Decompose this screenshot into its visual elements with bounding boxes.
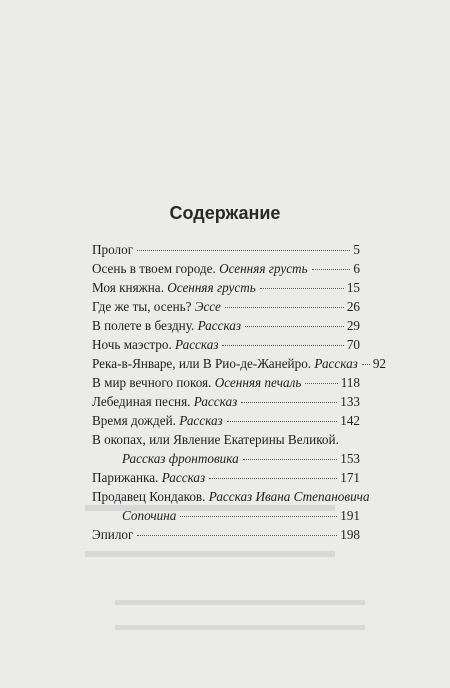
toc-entry-page: 191 — [340, 508, 360, 523]
toc-entry-page: 118 — [340, 375, 360, 390]
toc-entry-line — [92, 487, 370, 506]
toc-entry-subtitle: Рассказ фронтовика — [122, 451, 239, 466]
toc-entry-page: 198 — [340, 527, 360, 542]
toc-entry-title: Эпилог — [92, 527, 134, 542]
toc-entry-page: 5 — [353, 242, 360, 257]
dot-leader — [222, 345, 343, 346]
toc-entry-title: Река-в-Январе, или В Рио-де-Жанейро. Рассказ — [92, 356, 358, 371]
toc-entry — [92, 240, 360, 259]
dot-leader — [227, 421, 338, 422]
toc-entry-title: Осень в твоем городе. Осенняя грусть — [92, 261, 308, 276]
dot-leader — [180, 516, 337, 517]
toc-entry-page: 153 — [340, 451, 360, 466]
toc-entry — [92, 411, 360, 430]
toc-entry — [92, 525, 360, 544]
toc-entry — [92, 297, 360, 316]
toc-entry-page: 26 — [346, 299, 360, 314]
contents-heading: Содержание — [169, 203, 281, 223]
dot-leader — [312, 269, 351, 270]
toc-entry — [92, 259, 360, 278]
toc-entry-page: 6 — [353, 261, 360, 276]
toc-entry-page: 15 — [346, 280, 360, 295]
dot-leader — [225, 307, 344, 308]
dot-leader — [137, 535, 337, 536]
toc-entry — [92, 373, 360, 392]
dot-leader — [245, 326, 344, 327]
dot-leader — [137, 250, 350, 251]
toc-entry-title: Моя княжна. Осенняя грусть — [92, 280, 256, 295]
toc-entry-line — [92, 430, 360, 449]
toc-entry-title: В мир вечного покоя. Осенняя печаль — [92, 375, 302, 390]
toc-entry-title: Лебединая песня. Рассказ — [92, 394, 238, 409]
dot-leader — [362, 364, 370, 365]
toc-entry — [92, 468, 360, 487]
toc-entry-title: Время дождей. Рассказ — [92, 413, 223, 428]
toc-entry-title: В окопах, или Явление Екатерины Великой. — [92, 432, 339, 447]
toc-entry-page: 142 — [340, 413, 360, 428]
dot-leader — [260, 288, 344, 289]
toc-entry-subtitle: Сопочина — [122, 508, 177, 523]
bleed-through-text — [115, 600, 365, 630]
table-of-contents — [92, 240, 387, 544]
toc-entry-title: В полете в бездну. Рассказ — [92, 318, 242, 333]
toc-entry — [92, 316, 360, 335]
toc-entry-title: Пролог — [92, 242, 134, 257]
toc-entry-title: Продавец Кондаков. Рассказ Ивана Степановича — [92, 489, 370, 504]
dot-leader — [305, 383, 337, 384]
toc-entry-page: 70 — [346, 337, 360, 352]
toc-entry-title: Парижанка. Рассказ — [92, 470, 206, 485]
toc-entry-page: 171 — [340, 470, 360, 485]
dot-leader — [209, 478, 337, 479]
toc-entry-title: Где же ты, осень? Эссе — [92, 299, 221, 314]
toc-entry — [92, 335, 360, 354]
toc-entry — [92, 354, 387, 373]
toc-entry — [92, 278, 360, 297]
toc-entry-page: 92 — [372, 356, 387, 371]
toc-entry-page: 133 — [340, 394, 360, 409]
toc-entry-page: 29 — [346, 318, 360, 333]
dot-leader — [241, 402, 337, 403]
toc-entry — [92, 392, 360, 411]
toc-entry-title: Ночь маэстро. Рассказ — [92, 337, 219, 352]
toc-entry — [92, 449, 360, 468]
dot-leader — [243, 459, 338, 460]
toc-entry — [92, 506, 360, 525]
